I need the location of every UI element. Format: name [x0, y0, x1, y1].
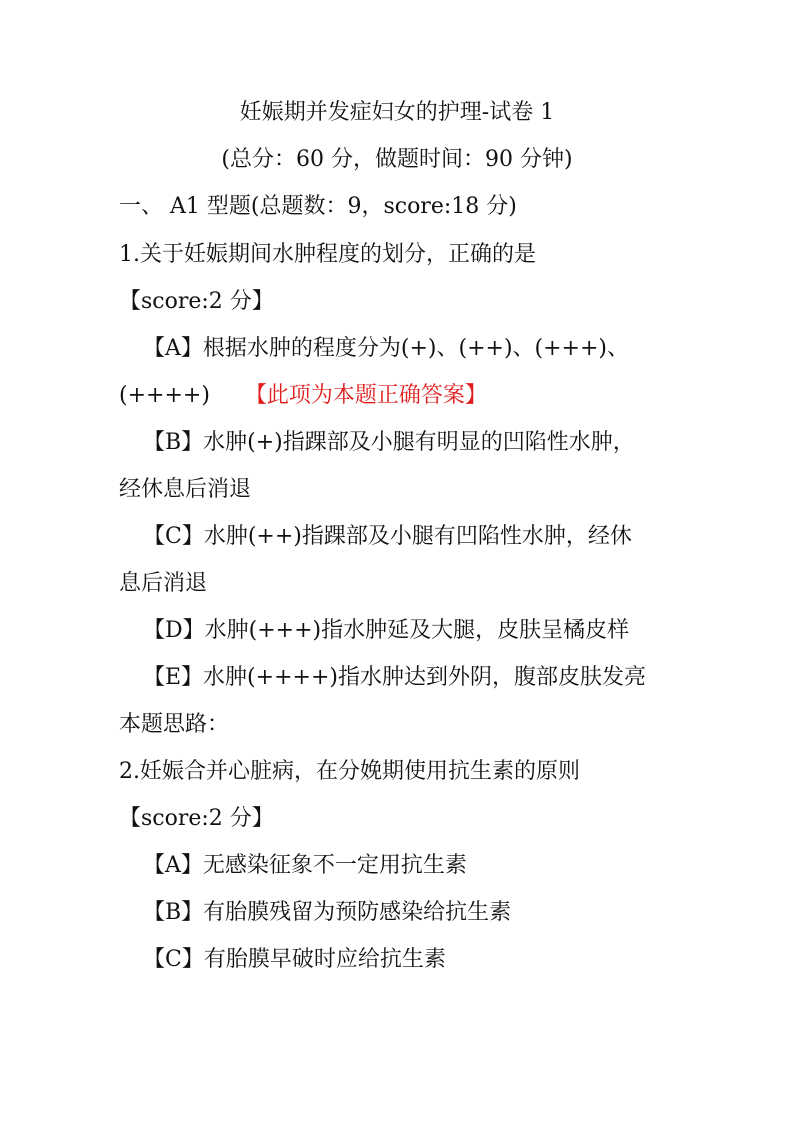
- q2-option-c: 【C】有胎膜早破时应给抗生素: [143, 947, 446, 972]
- q1-option-a: 【A】根据水肿的程度分为(+)、(++)、(+++)、: [143, 336, 629, 361]
- q1-option-d: 【D】水肿(+++)指水肿延及大腿，皮肤呈橘皮样: [143, 618, 630, 643]
- question-2-score: 【score:2 分】: [119, 806, 274, 831]
- q1-option-b-cont: 经休息后消退: [119, 477, 252, 502]
- q2-option-a: 【A】无感染征象不一定用抗生素: [143, 853, 467, 878]
- q2-option-b: 【B】有胎膜残留为预防感染给抗生素: [143, 900, 512, 925]
- q1-option-a-cont: [119, 382, 487, 410]
- q1-option-c: 【C】水肿(++)指踝部及小腿有凹陷性水肿，经休: [143, 524, 632, 549]
- exam-subtitle: (总分：60 分，做题时间：90 分钟): [221, 147, 573, 172]
- q1-option-b: 【B】水肿(+)指踝部及小腿有明显的凹陷性水肿，: [143, 430, 635, 455]
- question-1-score: 【score:2 分】: [119, 289, 274, 314]
- question-2-stem: 2.妊娠合并心脏病，在分娩期使用抗生素的原则: [119, 759, 580, 784]
- analysis-label: 本题思路：: [119, 712, 230, 737]
- section-heading: 一、 A1 型题(总题数：9，score:18 分): [119, 194, 517, 219]
- exam-title: 妊娠期并发症妇女的护理-试卷 1: [239, 100, 555, 125]
- q1-option-a-line2: (++++): [119, 383, 210, 408]
- question-1-stem: 1.关于妊娠期间水肿程度的划分，正确的是: [119, 242, 536, 267]
- q1-option-c-cont: 息后消退: [119, 571, 208, 596]
- correct-answer-marker: 【此项为本题正确答案】: [244, 383, 487, 408]
- q1-option-e: 【E】水肿(++++)指水肿达到外阴，腹部皮肤发亮: [143, 665, 646, 690]
